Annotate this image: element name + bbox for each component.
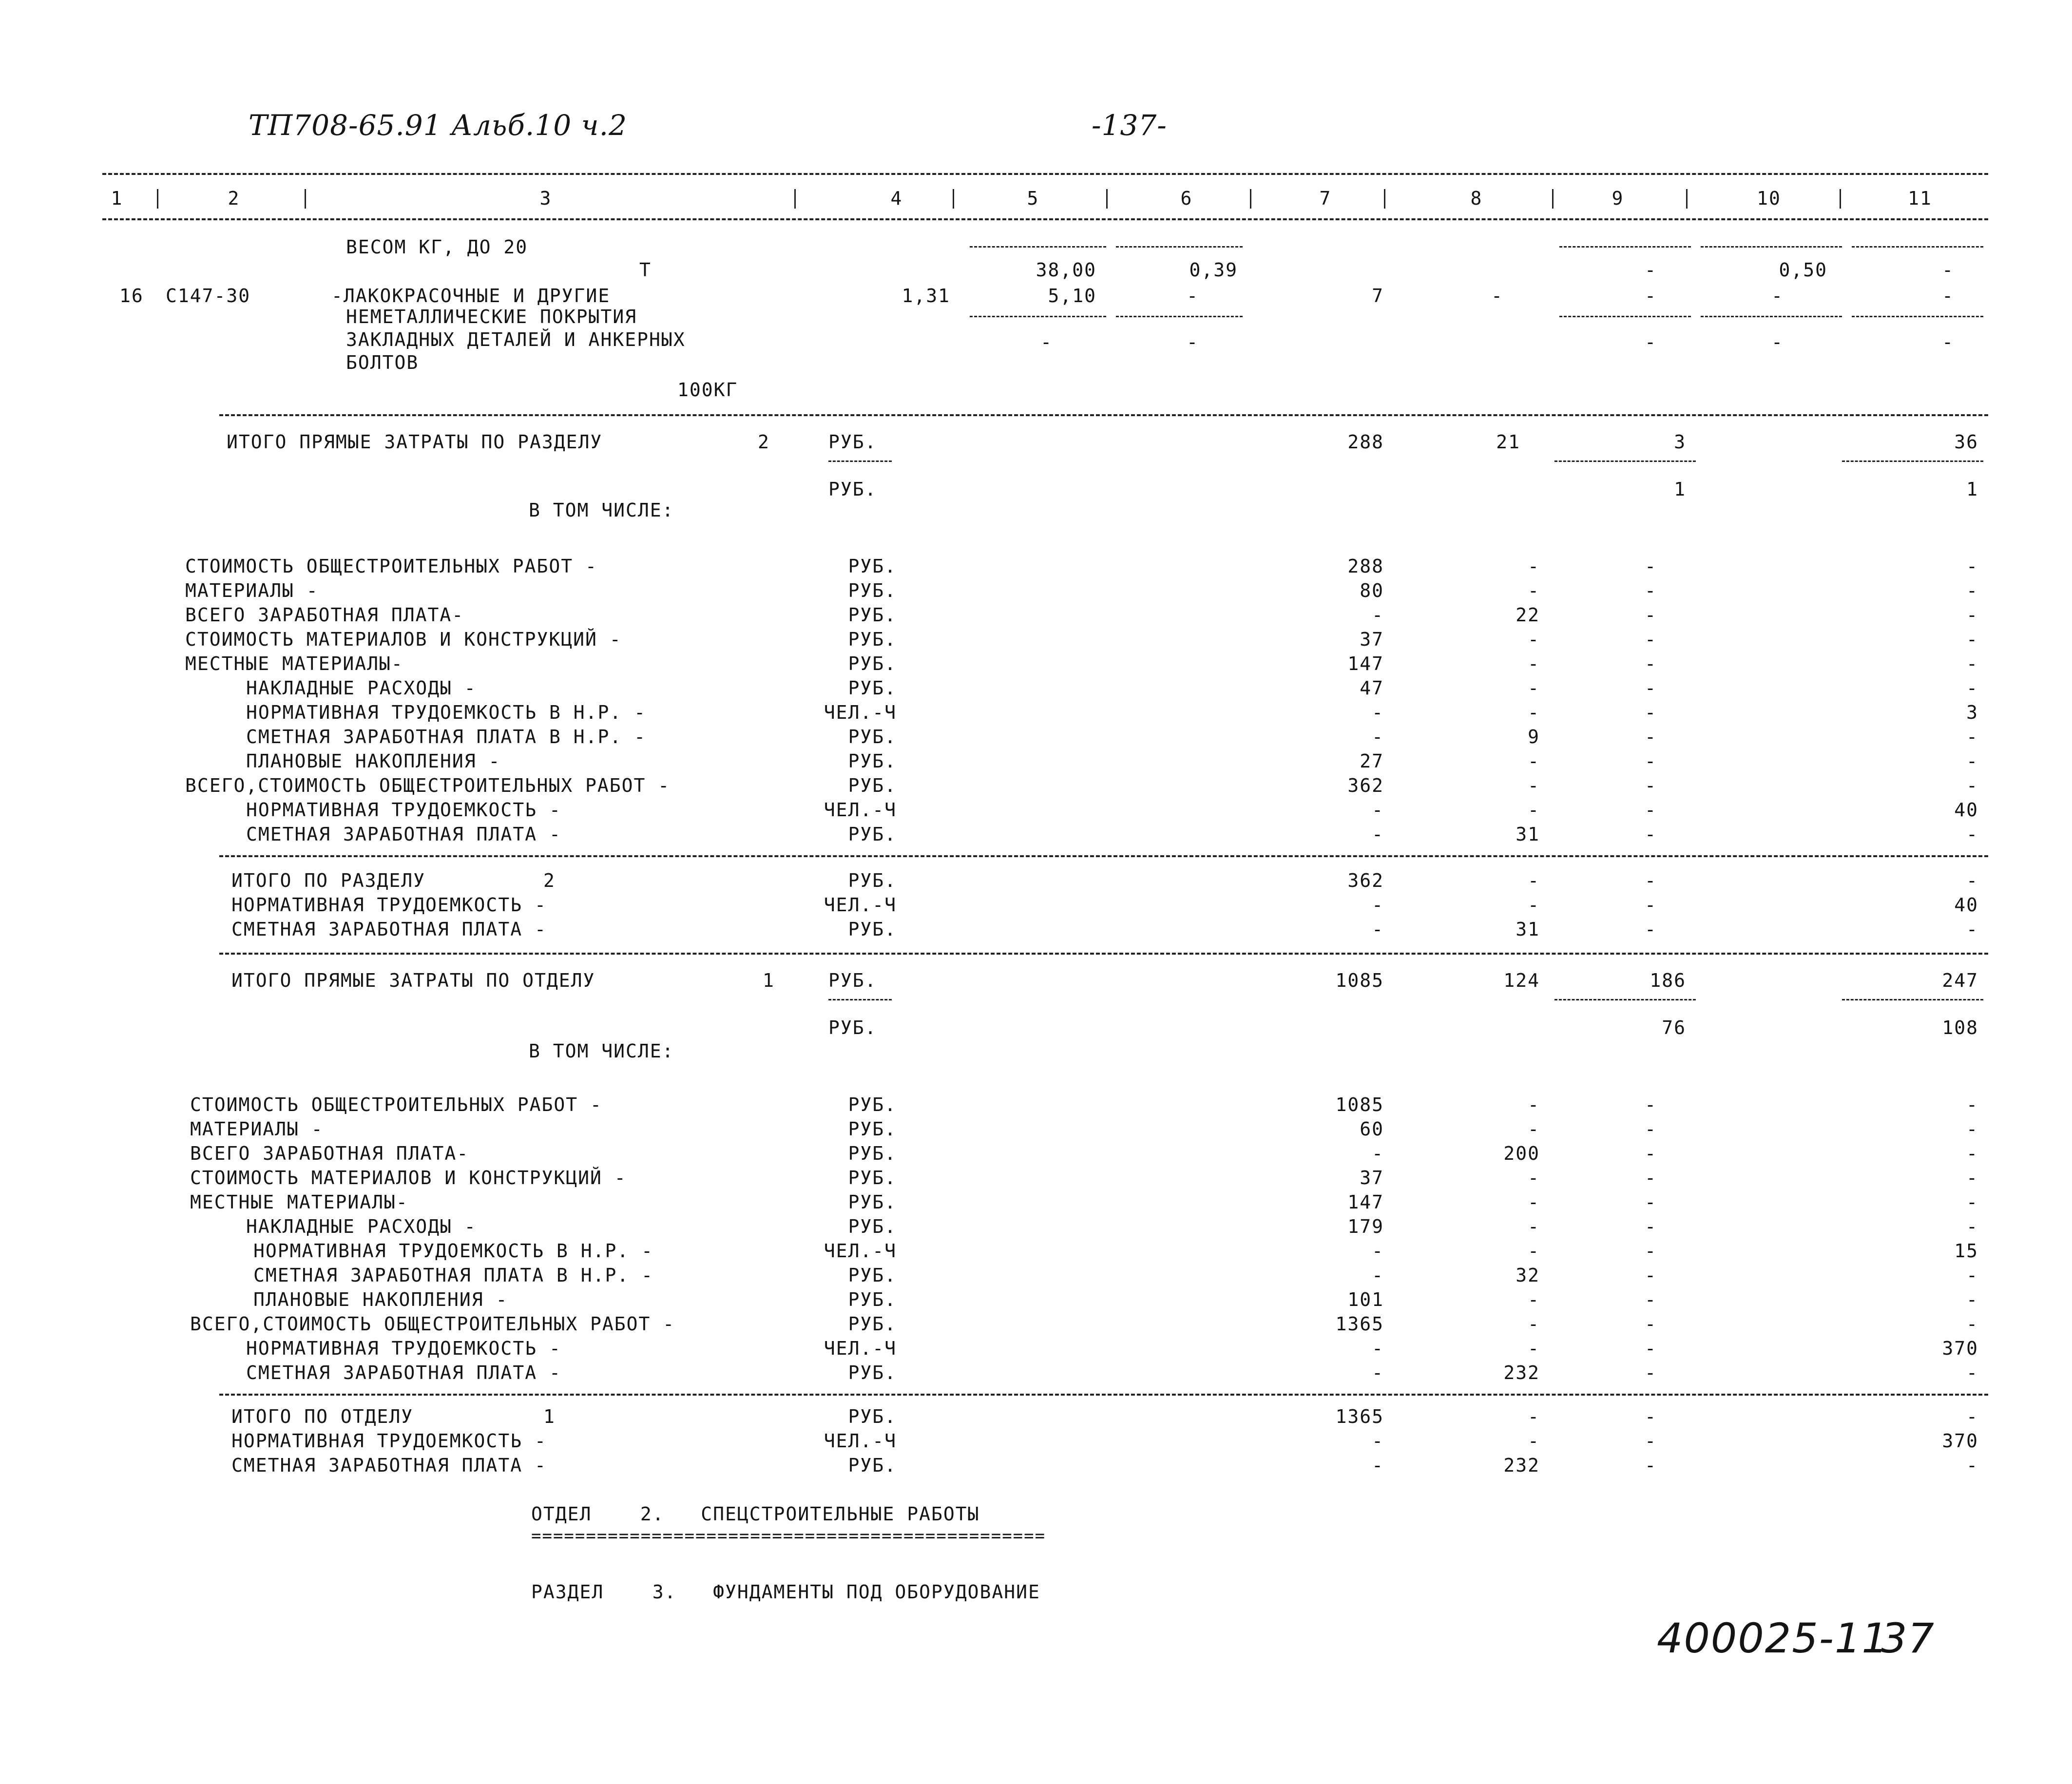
col-sep	[1552, 189, 1554, 209]
cell-col8: -	[1528, 799, 1540, 821]
row-label: СМЕТНАЯ ЗАРАБОТНАЯ ПЛАТА -	[246, 1362, 561, 1383]
cell-col9: -	[1645, 726, 1657, 748]
cell-col8: 31	[1516, 824, 1540, 845]
unit-cell: РУБ.	[848, 1313, 897, 1335]
col-sep	[1686, 189, 1688, 209]
cell-col9: 76	[1662, 1017, 1686, 1038]
archive-stamp-number: 400025-11	[1657, 1614, 1889, 1662]
cell-col10: -	[1771, 285, 1784, 307]
unit-cell: РУБ.	[848, 1289, 897, 1310]
cell-col11: -	[1966, 653, 1978, 674]
unit-cell: РУБ.	[848, 1406, 897, 1427]
row-label: СТОИМОСТЬ ОБЩЕСТРОИТЕЛЬНЫХ РАБОТ -	[190, 1094, 602, 1115]
cell-col9: 1	[1674, 479, 1686, 500]
cell-col5: 38,00	[1036, 259, 1096, 281]
unit-cell: ЧЕЛ.-Ч	[824, 1240, 897, 1262]
cell-col8: 31	[1516, 919, 1540, 940]
cell-col8: -	[1528, 1094, 1540, 1115]
cell-col11: -	[1966, 1362, 1978, 1383]
doc-code: ТП708-65.91 Альб.10 ч.2	[249, 109, 627, 142]
summary-num: 2	[758, 431, 770, 453]
cell-col8: -	[1528, 653, 1540, 674]
cell-col8: 232	[1503, 1362, 1540, 1383]
cell-col8: -	[1528, 1338, 1540, 1359]
cell-col6: -	[1187, 331, 1199, 353]
header-rule-top	[102, 173, 1988, 175]
cell-col9: -	[1645, 259, 1657, 281]
unit-cell: РУБ.	[848, 775, 897, 796]
cell-col7: -	[1372, 1240, 1384, 1262]
cell-col7: -	[1372, 604, 1384, 626]
col-sep	[157, 189, 158, 209]
cell-col10: -	[1771, 331, 1784, 353]
unit-cell: РУБ.	[848, 726, 897, 748]
cell-col11: -	[1966, 677, 1978, 699]
item-desc-line: ВЕСОМ КГ, ДО 20	[346, 236, 528, 258]
cell-col9: -	[1645, 1362, 1657, 1383]
cell-col9: -	[1645, 702, 1657, 723]
item-desc-line: -ЛАКОКРАСОЧНЫЕ И ДРУГИЕ	[331, 285, 611, 307]
cell-col7: 80	[1360, 580, 1384, 601]
cell-rule	[1559, 246, 1691, 248]
unit-cell: ЧЕЛ.-Ч	[824, 1430, 897, 1452]
cell-col8: -	[1528, 1191, 1540, 1213]
cell-rule	[1554, 460, 1696, 462]
cell-col7: 362	[1347, 775, 1384, 796]
cell-col9: -	[1645, 556, 1657, 577]
unit-cell: РУБ.	[848, 629, 897, 650]
cell-col7: -	[1372, 1338, 1384, 1359]
cell-col7: 147	[1347, 1191, 1384, 1213]
row-label: НОРМАТИВНАЯ ТРУДОЕМКОСТЬ В Н.Р. -	[253, 1240, 653, 1262]
summary-num: 1	[763, 970, 775, 991]
item-desc-line: БОЛТОВ	[346, 352, 419, 373]
cell-col8: 200	[1503, 1143, 1540, 1164]
section-rule	[219, 855, 1988, 857]
cell-col7: 7	[1372, 285, 1384, 307]
col-header-2: 2	[228, 188, 240, 209]
cell-col9: -	[1645, 1313, 1657, 1335]
cell-col7: -	[1372, 1143, 1384, 1164]
col-sep	[1250, 189, 1251, 209]
row-label: МАТЕРИАЛЫ -	[185, 580, 319, 601]
cell-col9: -	[1645, 1406, 1657, 1427]
cell-col9: -	[1645, 1338, 1657, 1359]
cell-col9: -	[1645, 775, 1657, 796]
cell-col11: -	[1966, 1289, 1978, 1310]
cell-col8: -	[1528, 677, 1540, 699]
col-sep	[1106, 189, 1108, 209]
cell-col7: 47	[1360, 677, 1384, 699]
row-label: СМЕТНАЯ ЗАРАБОТНАЯ ПЛАТА -	[246, 824, 561, 845]
col-sep	[794, 189, 796, 209]
row-label: ВСЕГО ЗАРАБОТНАЯ ПЛАТА-	[185, 604, 464, 626]
unit-cell: РУБ.	[848, 824, 897, 845]
row-label: НОРМАТИВНАЯ ТРУДОЕМКОСТЬ -	[231, 894, 547, 916]
cell-col9: -	[1645, 1430, 1657, 1452]
unit-cell: ЧЕЛ.-Ч	[824, 1338, 897, 1359]
row-label: ИТОГО ПО ОТДЕЛУ	[231, 1406, 414, 1427]
cell-col8: -	[1528, 1167, 1540, 1189]
row-label: СТОИМОСТЬ ОБЩЕСТРОИТЕЛЬНЫХ РАБОТ -	[185, 556, 597, 577]
cell-col8: -	[1528, 1216, 1540, 1237]
cell-col9: -	[1645, 677, 1657, 699]
cell-col11: -	[1966, 604, 1978, 626]
cell-col9: 186	[1650, 970, 1686, 991]
cell-col8: 32	[1516, 1265, 1540, 1286]
cell-rule	[1852, 316, 1983, 317]
cell-col7: 37	[1360, 1167, 1384, 1189]
row-label: НОРМАТИВНАЯ ТРУДОЕМКОСТЬ -	[246, 1338, 561, 1359]
cell-col7: -	[1372, 702, 1384, 723]
cell-col10: 0,50	[1779, 259, 1827, 281]
cell-col11: 370	[1942, 1338, 1978, 1359]
cell-col7: 60	[1360, 1118, 1384, 1140]
unit-cell: РУБ.	[848, 677, 897, 699]
row-label: НАКЛАДНЫЕ РАСХОДЫ -	[246, 1216, 477, 1237]
unit-cell: РУБ.	[848, 580, 897, 601]
header-rule-bottom	[102, 218, 1988, 220]
row-label: СМЕТНАЯ ЗАРАБОТНАЯ ПЛАТА В Н.Р. -	[253, 1265, 653, 1286]
cell-col8: -	[1528, 1313, 1540, 1335]
row-label: СМЕТНАЯ ЗАРАБОТНАЯ ПЛАТА -	[231, 1455, 547, 1476]
item-code: С147-30	[166, 285, 251, 307]
unit-cell: РУБ.	[848, 556, 897, 577]
unit-cell: РУБ.	[848, 604, 897, 626]
cell-col11: -	[1966, 1406, 1978, 1427]
section-rule	[219, 414, 1988, 416]
summary-label: ИТОГО ПРЯМЫЕ ЗАТРАТЫ ПО ОТДЕЛУ	[231, 970, 595, 991]
cell-col8: -	[1528, 1430, 1540, 1452]
row-label: ПЛАНОВЫЕ НАКОПЛЕНИЯ -	[246, 750, 501, 772]
cell-col11: -	[1942, 285, 1954, 307]
section-rule	[219, 953, 1988, 955]
cell-col11: -	[1966, 1191, 1978, 1213]
cell-col9: -	[1645, 1216, 1657, 1237]
sheet-number: 37	[1881, 1614, 1935, 1662]
cell-col7: -	[1372, 894, 1384, 916]
row-label: СТОИМОСТЬ МАТЕРИАЛОВ И КОНСТРУКЦИЙ -	[190, 1167, 627, 1189]
row-label: ВСЕГО ЗАРАБОТНАЯ ПЛАТА-	[190, 1143, 469, 1164]
cell-col9: -	[1645, 285, 1657, 307]
cell-col8: -	[1528, 870, 1540, 891]
col-header-9: 9	[1612, 188, 1624, 209]
cell-col5: -	[1040, 331, 1053, 353]
unit-cell: РУБ.	[828, 1017, 877, 1038]
cell-rule	[970, 316, 1106, 317]
col-header-8: 8	[1470, 188, 1483, 209]
col-sep	[1840, 189, 1841, 209]
cell-col7: 1085	[1335, 1094, 1384, 1115]
cell-rule	[1554, 999, 1696, 1000]
item-desc-line: ЗАКЛАДНЫХ ДЕТАЛЕЙ И АНКЕРНЫХ	[346, 329, 686, 350]
unit-cell: РУБ.	[848, 1362, 897, 1383]
cell-col5: 5,10	[1048, 285, 1096, 307]
cell-col11: -	[1966, 726, 1978, 748]
cell-col9: -	[1645, 629, 1657, 650]
cell-col8: -	[1528, 580, 1540, 601]
row-label: МАТЕРИАЛЫ -	[190, 1118, 324, 1140]
cell-rule	[1701, 246, 1842, 248]
cell-col11: -	[1966, 1265, 1978, 1286]
cell-col9: -	[1645, 331, 1657, 353]
cell-col7: -	[1372, 1362, 1384, 1383]
cell-col11: -	[1966, 1118, 1978, 1140]
cell-col9: -	[1645, 653, 1657, 674]
cell-col7: 27	[1360, 750, 1384, 772]
cell-col11: 108	[1942, 1017, 1978, 1038]
cell-col9: -	[1645, 870, 1657, 891]
cell-col11: -	[1966, 1216, 1978, 1237]
cell-col6: -	[1187, 285, 1199, 307]
cell-rule	[1116, 316, 1243, 317]
including-label: В ТОМ ЧИСЛЕ:	[529, 499, 674, 521]
cell-col11: -	[1966, 750, 1978, 772]
cell-col11: -	[1966, 1167, 1978, 1189]
cell-col11: -	[1966, 1455, 1978, 1476]
col-header-1: 1	[111, 188, 123, 209]
cell-col8: -	[1528, 775, 1540, 796]
cell-col11: 40	[1954, 894, 1978, 916]
cell-col4: 1,31	[902, 285, 950, 307]
cell-col7: 288	[1347, 431, 1384, 453]
cell-col9: -	[1645, 1289, 1657, 1310]
cell-col8: -	[1528, 894, 1540, 916]
cell-col7: 147	[1347, 653, 1384, 674]
including-label: В ТОМ ЧИСЛЕ:	[529, 1040, 674, 1062]
cell-col8: -	[1528, 702, 1540, 723]
unit-cell: ЧЕЛ.-Ч	[824, 702, 897, 723]
unit-cell: РУБ.	[828, 479, 877, 500]
cell-col9: -	[1645, 1455, 1657, 1476]
page-number: -137-	[1092, 109, 1167, 142]
cell-col9: -	[1645, 824, 1657, 845]
row-label: СМЕТНАЯ ЗАРАБОТНАЯ ПЛАТА -	[231, 919, 547, 940]
cell-col8: -	[1528, 750, 1540, 772]
cell-col9: -	[1645, 919, 1657, 940]
unit-cell: РУБ.	[848, 1191, 897, 1213]
row-label: МЕСТНЫЕ МАТЕРИАЛЫ-	[190, 1191, 408, 1213]
cell-col8: -	[1528, 1118, 1540, 1140]
unit-cell: РУБ.	[848, 1455, 897, 1476]
cell-col7: 37	[1360, 629, 1384, 650]
cell-col7: 179	[1347, 1216, 1384, 1237]
item-unit: Т	[639, 259, 652, 281]
cell-rule	[1559, 316, 1691, 317]
cell-col7: 101	[1347, 1289, 1384, 1310]
cell-col8: 9	[1528, 726, 1540, 748]
row-label: НОРМАТИВНАЯ ТРУДОЕМКОСТЬ -	[231, 1430, 547, 1452]
cell-col8: -	[1528, 1240, 1540, 1262]
cell-col11: 3	[1966, 702, 1978, 723]
item-number: 16	[119, 285, 144, 307]
cell-col9: 3	[1674, 431, 1686, 453]
cell-col11: -	[1966, 775, 1978, 796]
cell-rule	[1116, 246, 1243, 248]
cell-col11: -	[1966, 1143, 1978, 1164]
item-desc-line: НЕМЕТАЛЛИЧЕСКИЕ ПОКРЫТИЯ	[346, 306, 637, 327]
cell-col6: 0,39	[1189, 259, 1238, 281]
row-label: НОРМАТИВНАЯ ТРУДОЕМКОСТЬ В Н.Р. -	[246, 702, 646, 723]
row-label: ВСЕГО,СТОИМОСТЬ ОБЩЕСТРОИТЕЛЬНЫХ РАБОТ -	[185, 775, 671, 796]
cell-col11: -	[1966, 919, 1978, 940]
cell-col9: -	[1645, 894, 1657, 916]
unit-cell: РУБ.	[848, 750, 897, 772]
cell-col11: -	[1966, 580, 1978, 601]
next-dept-heading: ОТДЕЛ 2. СПЕЦСТРОИТЕЛЬНЫЕ РАБОТЫ	[531, 1503, 980, 1525]
cell-col9: -	[1645, 1191, 1657, 1213]
row-label: СМЕТНАЯ ЗАРАБОТНАЯ ПЛАТА В Н.Р. -	[246, 726, 646, 748]
cell-col9: -	[1645, 1094, 1657, 1115]
cell-col11: 370	[1942, 1430, 1978, 1452]
cell-col7: -	[1372, 919, 1384, 940]
summary-label: ИТОГО ПРЯМЫЕ ЗАТРАТЫ ПО РАЗДЕЛУ	[227, 431, 603, 453]
unit-cell: РУБ.	[848, 1094, 897, 1115]
unit-cell: РУБ.	[828, 431, 877, 453]
row-label: НАКЛАДНЫЕ РАСХОДЫ -	[246, 677, 477, 699]
unit-underline	[828, 999, 892, 1000]
summary-num: 1	[543, 1406, 556, 1427]
unit-cell: РУБ.	[848, 870, 897, 891]
col-header-7: 7	[1319, 188, 1332, 209]
row-label: ПЛАНОВЫЕ НАКОПЛЕНИЯ -	[253, 1289, 508, 1310]
unit-cell: РУБ.	[848, 919, 897, 940]
cell-col8: -	[1528, 1406, 1540, 1427]
cell-rule	[1842, 999, 1983, 1000]
cell-col11: 1	[1966, 479, 1978, 500]
col-header-10: 10	[1757, 188, 1781, 209]
cell-col11: -	[1942, 259, 1954, 281]
cell-col9: -	[1645, 604, 1657, 626]
col-header-4: 4	[890, 188, 903, 209]
unit-cell: РУБ.	[848, 1143, 897, 1164]
item-unit: 100КГ	[677, 379, 738, 401]
row-label: ИТОГО ПО РАЗДЕЛУ	[231, 870, 426, 891]
cell-col8: 22	[1516, 604, 1540, 626]
cell-col9: -	[1645, 1143, 1657, 1164]
cell-col9: -	[1645, 1265, 1657, 1286]
cell-col11: -	[1966, 556, 1978, 577]
cell-rule	[1852, 246, 1983, 248]
cell-col11: -	[1966, 1313, 1978, 1335]
cell-col9: -	[1645, 580, 1657, 601]
cell-rule	[970, 246, 1106, 248]
unit-cell: ЧЕЛ.-Ч	[824, 799, 897, 821]
unit-cell: РУБ.	[848, 1167, 897, 1189]
cell-col7: 1085	[1335, 970, 1384, 991]
unit-cell: РУБ.	[848, 653, 897, 674]
cell-col7: -	[1372, 1265, 1384, 1286]
unit-cell: ЧЕЛ.-Ч	[824, 894, 897, 916]
cell-col11: -	[1942, 331, 1954, 353]
cell-col9: -	[1645, 1167, 1657, 1189]
unit-cell: РУБ.	[848, 1265, 897, 1286]
cell-col9: -	[1645, 799, 1657, 821]
unit-cell: РУБ.	[848, 1216, 897, 1237]
cell-rule	[1842, 460, 1983, 462]
cell-col7: -	[1372, 1455, 1384, 1476]
cell-col11: -	[1966, 1094, 1978, 1115]
unit-cell: РУБ.	[848, 1118, 897, 1140]
cell-col7: 1365	[1335, 1313, 1384, 1335]
cell-col8: -	[1528, 556, 1540, 577]
cell-col7: 1365	[1335, 1406, 1384, 1427]
cell-col8: 232	[1503, 1455, 1540, 1476]
cell-col7: -	[1372, 799, 1384, 821]
col-header-11: 11	[1908, 188, 1932, 209]
col-sep	[953, 189, 954, 209]
cell-col7: 362	[1347, 870, 1384, 891]
cell-col11: -	[1966, 870, 1978, 891]
row-label: СТОИМОСТЬ МАТЕРИАЛОВ И КОНСТРУКЦИЙ -	[185, 629, 622, 650]
col-header-5: 5	[1027, 188, 1039, 209]
cell-col8: -	[1528, 1289, 1540, 1310]
next-section-heading: РАЗДЕЛ 3. ФУНДАМЕНТЫ ПОД ОБОРУДОВАНИЕ	[531, 1581, 1040, 1603]
cell-col9: -	[1645, 1118, 1657, 1140]
unit-underline	[828, 460, 892, 462]
cell-col11: 36	[1954, 431, 1978, 453]
col-header-6: 6	[1180, 188, 1193, 209]
cell-col11: 247	[1942, 970, 1978, 991]
cell-col11: 15	[1954, 1240, 1978, 1262]
heading-underline: ===============================================	[531, 1526, 1046, 1546]
cell-col8: -	[1528, 629, 1540, 650]
cell-col9: -	[1645, 1240, 1657, 1262]
cell-col8: 124	[1503, 970, 1540, 991]
cell-col11: -	[1966, 824, 1978, 845]
cell-col8: -	[1491, 285, 1503, 307]
row-label: МЕСТНЫЕ МАТЕРИАЛЫ-	[185, 653, 403, 674]
cell-col7: -	[1372, 726, 1384, 748]
row-label: ВСЕГО,СТОИМОСТЬ ОБЩЕСТРОИТЕЛЬНЫХ РАБОТ -	[190, 1313, 675, 1335]
cell-col11: -	[1966, 629, 1978, 650]
cell-col9: -	[1645, 750, 1657, 772]
unit-cell: РУБ.	[828, 970, 877, 991]
cell-col7: 288	[1347, 556, 1384, 577]
section-rule	[219, 1394, 1988, 1396]
cell-col7: -	[1372, 1430, 1384, 1452]
cell-col11: 40	[1954, 799, 1978, 821]
summary-num: 2	[543, 870, 556, 891]
col-header-3: 3	[539, 188, 552, 209]
cell-rule	[1701, 316, 1842, 317]
col-sep	[1384, 189, 1385, 209]
cell-col7: -	[1372, 824, 1384, 845]
cell-col8: 21	[1496, 431, 1520, 453]
col-sep	[305, 189, 306, 209]
row-label: НОРМАТИВНАЯ ТРУДОЕМКОСТЬ -	[246, 799, 561, 821]
